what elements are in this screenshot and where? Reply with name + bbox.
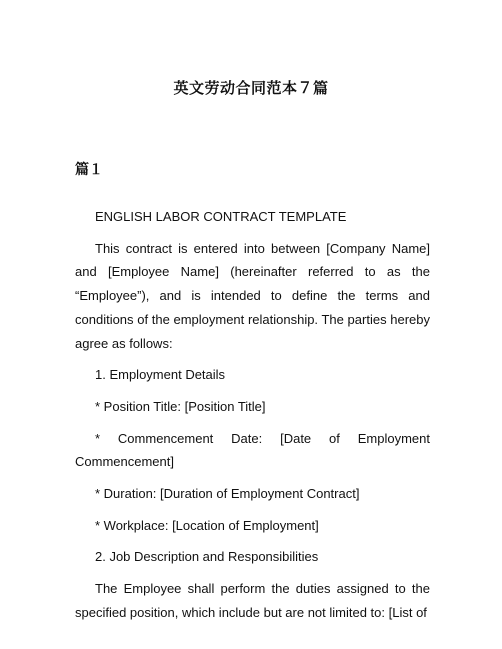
list-item-duration: * Duration: [Duration of Employment Contract]	[95, 486, 360, 502]
document-body	[75, 205, 430, 625]
list-item-position-title: * Position Title: [Position Title]	[95, 398, 266, 414]
section-heading: 篇１	[75, 162, 103, 178]
intro-paragraph: This contract is entered into between [Company Name] and [Employee Name] (hereinafter referred to as the “Employee”), and is intended to define the terms and conditions of the employment relationship. The parties hereby agree as follows:	[75, 240, 430, 351]
list-item-commencement-date: * Commencement Date: [Date of Employment Commencement]	[75, 430, 430, 470]
list-item-workplace: * Workplace: [Location of Employment]	[95, 517, 319, 533]
job-description-paragraph: The Employee shall perform the duties assigned to the specified position, which include but are not limited to: [List of	[75, 581, 430, 620]
clause-heading-employment-details: 1. Employment Details	[95, 367, 226, 383]
contract-heading: ENGLISH LABOR CONTRACT TEMPLATE	[95, 209, 347, 224]
clause-heading-job-description: 2. Job Description and Responsibilities	[95, 549, 319, 565]
document-title: 英文劳动合同范本７篇	[173, 79, 329, 97]
